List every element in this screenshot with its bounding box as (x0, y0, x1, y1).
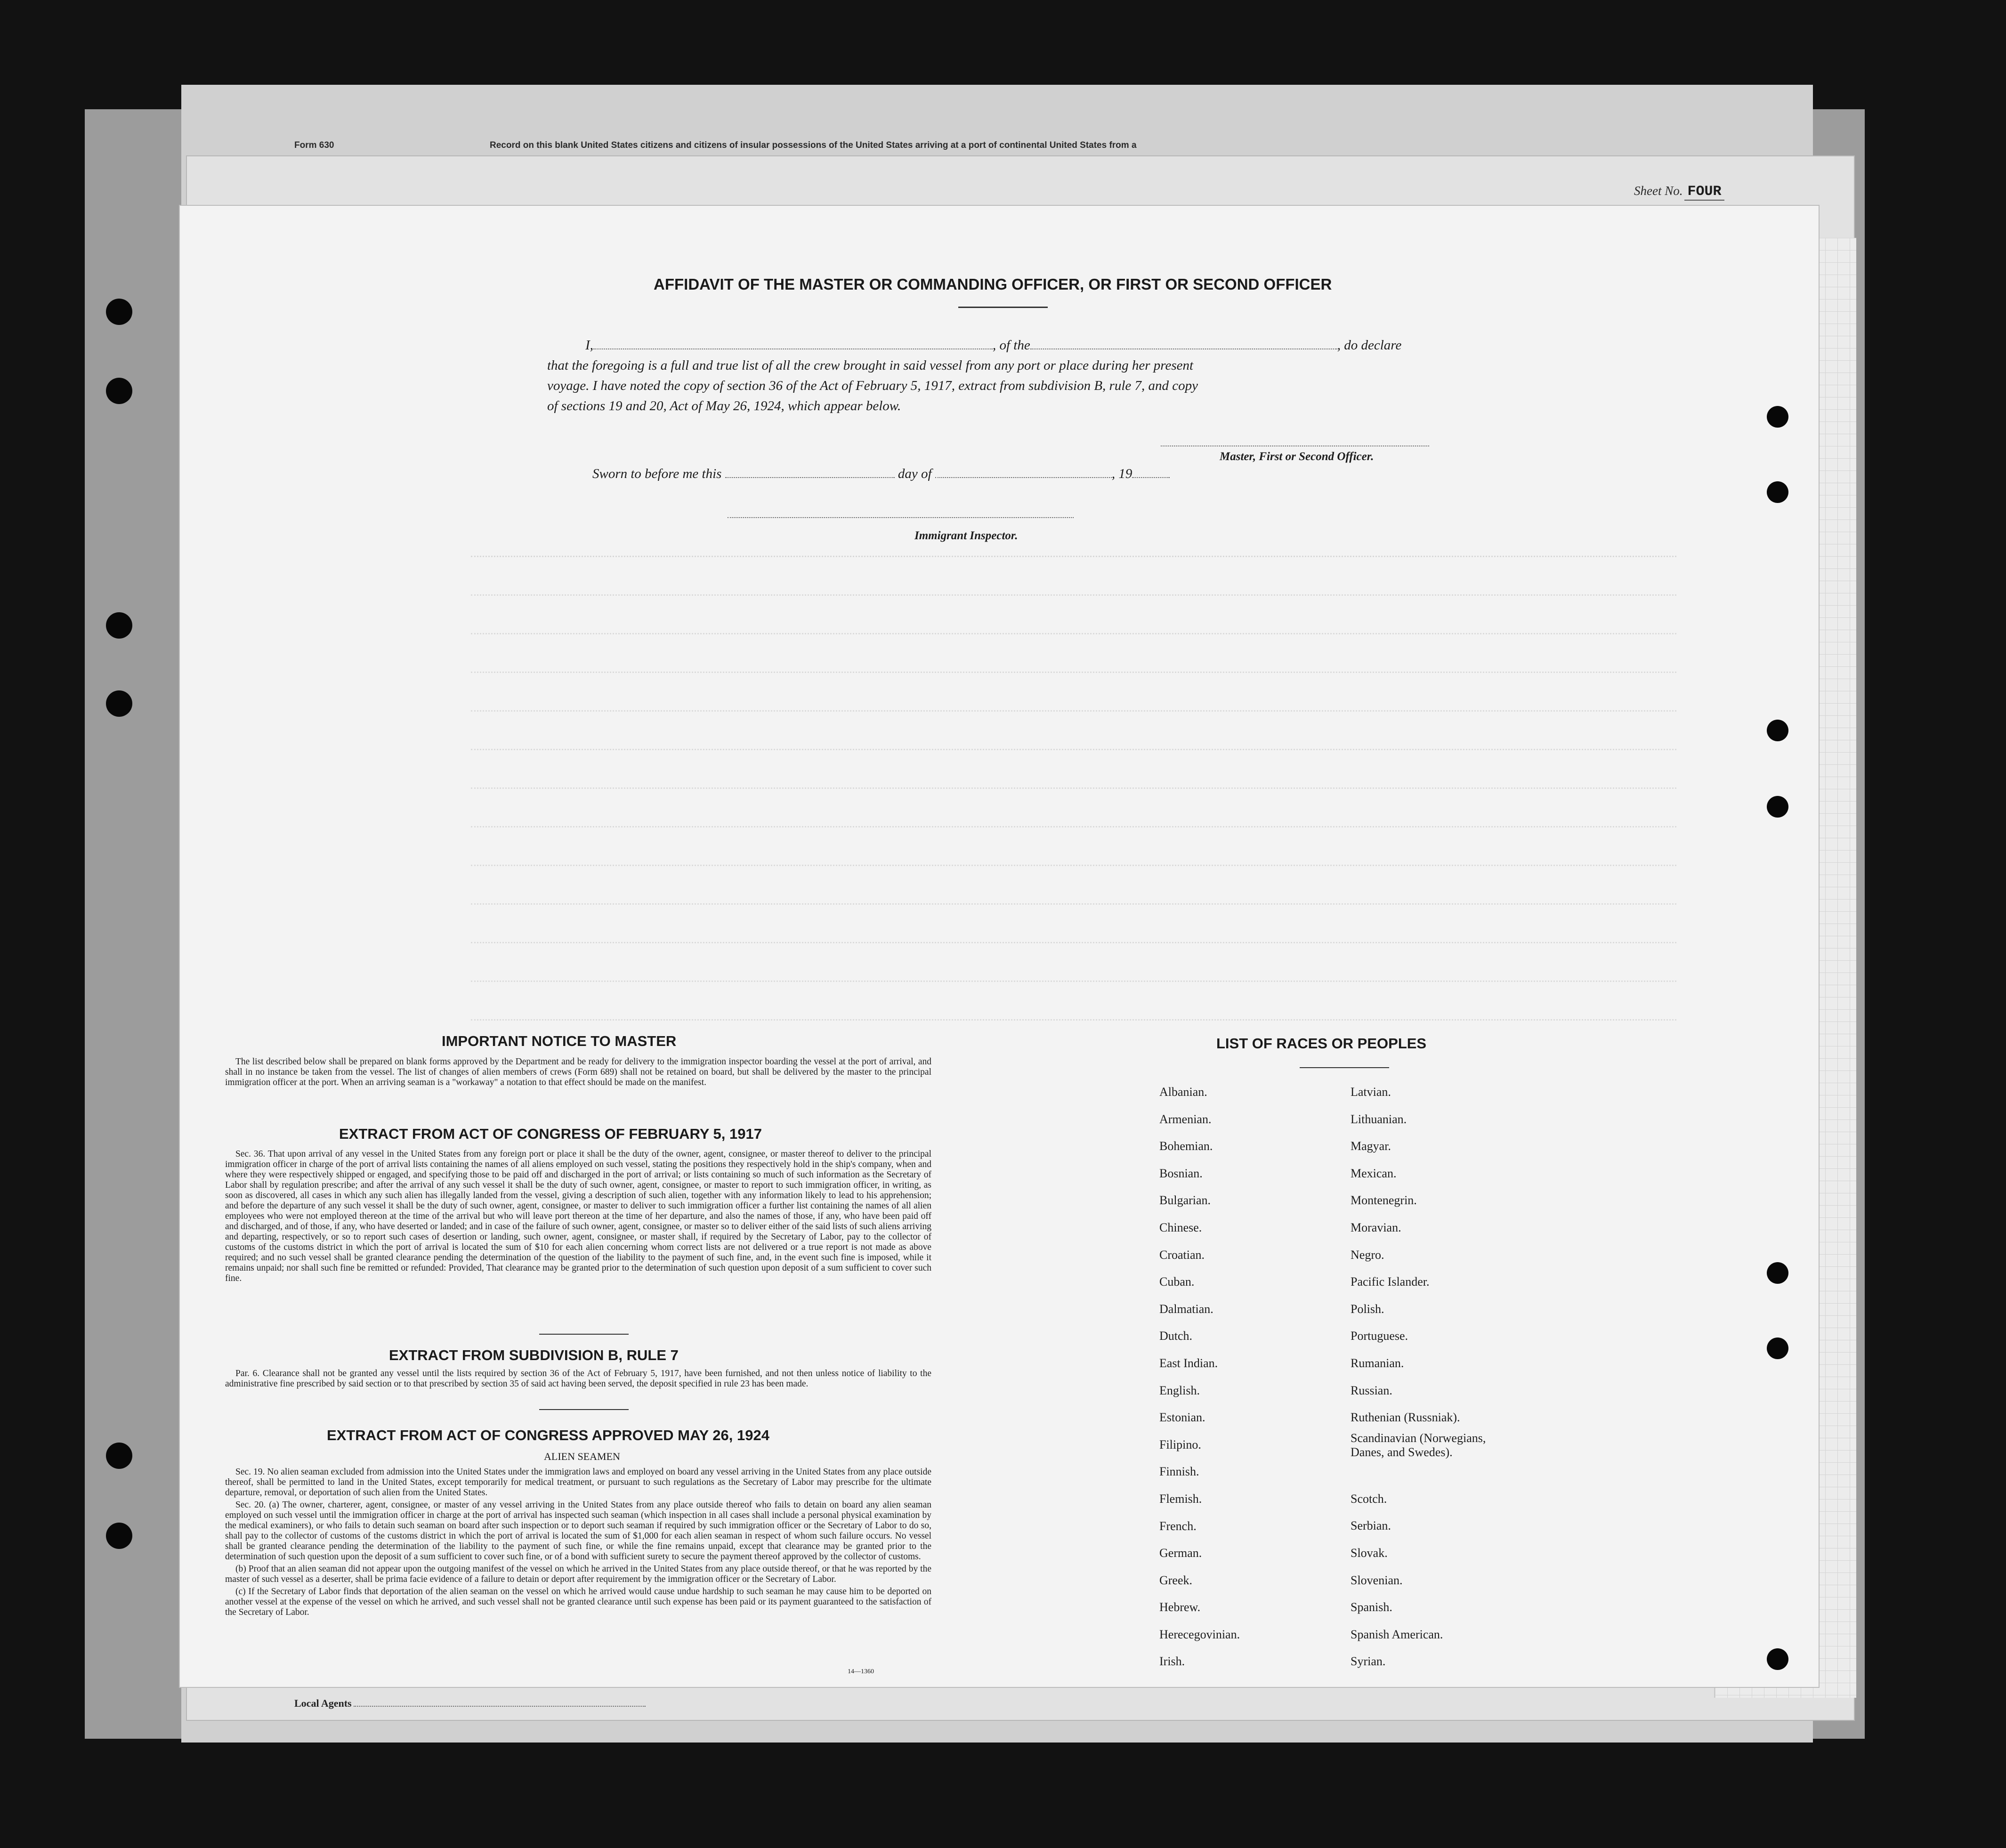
race-item: Hebrew. (1159, 1600, 1201, 1614)
race-item: Chinese. (1159, 1220, 1202, 1234)
race-item: Moravian. (1351, 1220, 1401, 1234)
binder-hole (1767, 1648, 1788, 1670)
binder-hole (1767, 720, 1788, 741)
binder-hole (106, 690, 132, 717)
binder-hole (106, 378, 132, 404)
race-item: Rumanian. (1351, 1356, 1404, 1370)
binder-hole (106, 1523, 132, 1549)
master-signature-caption: Master, First or Second Officer. (1220, 450, 1374, 463)
race-item: English. (1159, 1383, 1200, 1397)
inspector-signature-line[interactable] (728, 517, 1074, 518)
race-item: Irish. (1159, 1654, 1185, 1669)
extract-1924-body (225, 1467, 931, 1620)
vessel-name-field[interactable] (1030, 338, 1337, 349)
affidavit-line-2: that the foregoing is a full and true list of all the crew brought in said vessel from any port or place during her present (547, 358, 1194, 373)
races-right-column (1351, 1078, 1492, 1675)
race-item: Dalmatian. (1159, 1302, 1213, 1316)
binder-hole (1767, 406, 1788, 428)
alien-seamen-subtitle: ALIEN SEAMEN (544, 1451, 620, 1462)
binder-hole (1767, 1337, 1788, 1359)
race-item: Bohemian. (1159, 1139, 1213, 1153)
race-item: Finnish. (1159, 1465, 1199, 1479)
races-title: LIST OF RACES OR PEOPLES (1216, 1035, 1427, 1052)
race-item: Croatian. (1159, 1248, 1205, 1262)
notice-title: IMPORTANT NOTICE TO MASTER (442, 1033, 677, 1049)
race-item: Filipino. (1159, 1437, 1201, 1451)
of-the-label: , of the (993, 338, 1030, 353)
race-item: German. (1159, 1546, 1202, 1560)
race-item: Mexican. (1351, 1166, 1397, 1180)
title-underline (958, 307, 1048, 308)
affidavit-line-1 (547, 335, 1461, 356)
race-item: Scotch. (1351, 1491, 1387, 1506)
race-item: Lithuanian. (1351, 1112, 1407, 1126)
race-item: Montenegrin. (1351, 1193, 1417, 1208)
local-agents-row (294, 1697, 646, 1710)
affidavit-title: AFFIDAVIT OF THE MASTER OR COMMANDING OFFICER, OR FIRST OR SECOND OFFICER (654, 276, 1332, 293)
binder-hole (1767, 1262, 1788, 1284)
sec20b-paragraph: (b) Proof that an alien seaman did not appear upon the outgoing manifest of the vessel on which he arrived in the United States from any place outside thereof, or that he was reported by the master of such vessel as a deserter, shall be prima facie evidence of a failure to detain or deport after requirement by the immigration officer or the Secretary of Labor. (225, 1564, 931, 1584)
race-item: Cuban. (1159, 1275, 1195, 1289)
race-item: Bulgarian. (1159, 1193, 1211, 1208)
race-item: Magyar. (1351, 1139, 1391, 1153)
race-item: Herecegovinian. (1159, 1627, 1240, 1641)
sec20c-paragraph: (c) If the Secretary of Labor finds that deportation of the alien seaman on the vessel on which he arrived would cause undue hardship to such seaman he may cause him to be deported on another vessel at the expense of the vessel on which he arrived, and such vessel shall not be granted clearance until such expense has been paid or its payment guaranteed to the satisfaction of the Secretary of Labor. (225, 1587, 931, 1617)
sworn-month-field[interactable] (935, 467, 1112, 478)
extract-1924-title: EXTRACT FROM ACT OF CONGRESS APPROVED MAY 26, 1924 (327, 1427, 769, 1443)
sec20a-paragraph: Sec. 20. (a) The owner, charterer, agent, consignee, or master of any vessel arriving in the United States from any place outside thereof who fails to detain on board any alien seaman employed on such vessel until the immigration officer in charge at the port of arrival has inspected such seaman (which inspection in all cases shall include a personal physical examination by the medical examiners), or who fails to detain such seaman on board after such inspection or to deport such seaman if required by such immigration officer or the Secretary of Labor to do so, shall pay to the collector of customs of the customs district in which the port of arrival is located the sum of $1,000 for each alien seaman in respect of whom such failure occurs. No vessel shall be granted clearance pending the determination of the liability to the payment of such fine, or while the fine remains unpaid, except that clearance may be granted prior to the determination of such question upon the deposit of a sum sufficient to cover such fine, or of a bond with sufficient surety to secure the payment thereof approved by the collector of customs. (225, 1500, 931, 1562)
sworn-day-field[interactable] (725, 467, 895, 478)
race-item: East Indian. (1159, 1356, 1218, 1370)
race-item: Estonian. (1159, 1410, 1205, 1425)
inspector-signature-caption: Immigrant Inspector. (914, 529, 1018, 542)
section-divider (539, 1334, 629, 1335)
race-item: Portuguese. (1351, 1329, 1408, 1343)
year-prefix-label: , 19 (1111, 466, 1132, 481)
affidavit-body (547, 335, 1461, 416)
race-item: Dutch. (1159, 1329, 1193, 1343)
local-agents-label: Local Agents (294, 1697, 352, 1709)
section-divider (539, 1409, 629, 1410)
notice-body (225, 1057, 931, 1090)
master-name-field[interactable] (593, 338, 993, 349)
extract-rule7-paragraph: Par. 6. Clearance shall not be granted any vessel until the lists required by section 36 of the Act of February 5, 1917, have been furnished, and not then unless notice of liability to the administrative fine prescribed by said section or to that prescribed by section 35 of said act having been served, the deposit specified in rule 23 has been made. (225, 1369, 931, 1389)
race-item: Slovenian. (1351, 1573, 1403, 1587)
binder-hole (1767, 796, 1788, 818)
sheet-number-value: FOUR (1684, 184, 1724, 201)
race-item: Pacific Islander. (1351, 1275, 1430, 1289)
race-item: Flemish. (1159, 1491, 1202, 1506)
extract-1917-body (225, 1149, 931, 1286)
sec19-paragraph: Sec. 19. No alien seaman excluded from admission into the United States under the immigration laws and employed on board any vessel arriving in the United States from any place outside thereof, shall be permitted to land in the United States, except temporarily for medical treatment, or pursuant to such regulations as the Secretary of Labor may prescribe for the ultimate departure, removal, or deportation of such alien from the United States. (225, 1467, 931, 1498)
race-item: Polish. (1351, 1302, 1384, 1316)
race-item: Spanish American. (1351, 1627, 1443, 1641)
race-item: Armenian. (1159, 1112, 1212, 1126)
extract-rule7-title: EXTRACT FROM SUBDIVISION B, RULE 7 (389, 1347, 679, 1363)
extract-1917-title: EXTRACT FROM ACT OF CONGRESS OF FEBRUARY 5, 1917 (339, 1126, 762, 1142)
race-item: Latvian. (1351, 1085, 1391, 1099)
extract-rule7-body (225, 1369, 931, 1391)
race-item: Spanish. (1351, 1600, 1392, 1614)
race-item: Russian. (1351, 1383, 1392, 1397)
race-item: Bosnian. (1159, 1166, 1203, 1180)
sheet-number-label: Sheet No. (1634, 184, 1683, 198)
local-agents-field[interactable] (354, 1699, 646, 1707)
race-item: Scandinavian (Norwegians, Danes, and Swedes). (1351, 1431, 1486, 1459)
race-item: Ruthenian (Russniak). (1351, 1410, 1460, 1425)
binder-hole (1767, 481, 1788, 503)
print-code: 14—1360 (848, 1668, 874, 1675)
affidavit-line-4: of sections 19 and 20, Act of May 26, 1924, which appear below. (547, 398, 901, 413)
race-item: Syrian. (1351, 1654, 1386, 1669)
binder-hole (106, 612, 132, 639)
affidavit-i-label: I, (585, 338, 593, 353)
binder-hole (106, 1443, 132, 1469)
race-item: Serbian. (1351, 1519, 1391, 1533)
race-item: Greek. (1159, 1573, 1193, 1587)
top-note: Record on this blank United States citizens and citizens of insular possessions of the United States arriving at a port of continental United States from a (490, 140, 1137, 150)
do-declare-label: , do declare (1337, 338, 1402, 353)
race-item: French. (1159, 1519, 1197, 1533)
races-left-column (1159, 1078, 1329, 1675)
race-item: Albanian. (1159, 1085, 1207, 1099)
affidavit-line-3: voyage. I have noted the copy of section 36 of the Act of February 5, 1917, extract from subdivision B, rule 7, and copy (547, 378, 1198, 393)
race-item: Negro. (1351, 1248, 1384, 1262)
form-number: Form 630 (294, 140, 334, 150)
binder-hole (106, 299, 132, 325)
day-of-label: day of (898, 466, 932, 481)
race-item: Slovak. (1351, 1546, 1388, 1560)
races-title-underline (1300, 1067, 1389, 1068)
sworn-line (592, 464, 1170, 484)
notice-paragraph: The list described below shall be prepared on blank forms approved by the Department and be ready for delivery to the immigration inspector boarding the vessel at the port of arrival, and shall in no instance be taken from the vessel. The list of changes of alien members of crews (Form 689) shall not be retained on board, but shall be delivered by the master to the principal immigration officer at the port. When an arriving seaman is a "workaway" a notation to that effect should be made on the manifest. (225, 1057, 931, 1087)
sworn-label: Sworn to before me this (592, 466, 722, 481)
extract-1917-paragraph: Sec. 36. That upon arrival of any vessel in the United States from any foreign port or place it shall be the duty of the owner, agent, consignee, or master thereof to deliver to the principal immigration officer in charge of the port of arrival lists containing the names of all aliens employed on such vessel, stating the positions they respectively hold in the ship's company, when and where they were respectively shipped or engaged, and specifying those to be paid off and discharged in the port of arrival; or lists containing so much of such information as the Secretary of Labor shall by regulation prescribe; and after the arrival of any such vessel it shall be the duty of such owner, agent, consignee, or master to report to such immigration officer, in writing, as soon as discovered, all cases in which any such alien has illegally landed from the vessel, giving a description of such alien, together with any information likely to lead to his apprehension; and before the departure of any such vessel it shall be the duty of such owner, agent, consignee, or master to deliver to such immigration officer a further list containing the names of all alien employees who were not employed thereon at the time of the arrival but who will leave port thereon at the time of her departure, and also the names of those, if any, who have been paid off and discharged, and of those, if any, who have deserted or landed; and in case of the failure of such owner, agent, consignee, or master so to deliver either of the said lists of such aliens arriving and departing, respectively, or so to report such cases of desertion or landing, such owner, agent, consignee, or master shall, if required by the Secretary of Labor, pay to the collector of customs of the customs district in which the port of arrival is located the sum of $10 for each alien concerning whom correct lists are not delivered or a true report is not made as above required; and no such vessel shall be granted clearance pending the determination of the question of the liability to the payment of such fine, and, in the event such fine is imposed, while it remains unpaid; nor shall such fine be remitted or refunded: Provided, That clearance may be granted prior to the determination of such question upon deposit of a sum sufficient to cover such fine. (225, 1149, 931, 1283)
sheet-number (1634, 184, 1724, 200)
sworn-year-field[interactable] (1132, 467, 1170, 478)
